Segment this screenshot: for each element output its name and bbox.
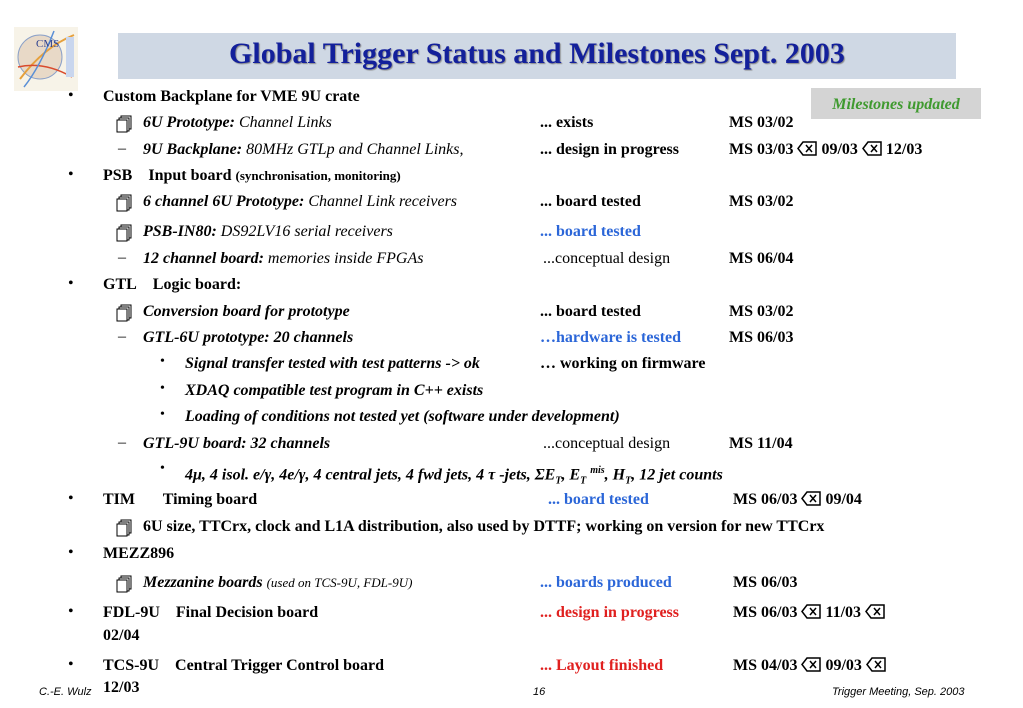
footer-page-number: 16 [533,686,546,698]
item-conversion-board: Conversion board for prototype [143,303,350,320]
logo-text: CMS [36,38,60,50]
bullet: • [160,354,165,369]
status-layout-finished: ... Layout finished [540,657,664,674]
item-mezzanine-boards: Mezzanine boards (used on TCS-9U, FDL-9U) [143,574,413,591]
milestone: MS 03/02 [729,193,794,210]
item-gtl-6u: GTL-6U prototype: 20 channels [143,329,354,346]
item-tim-details: 6U size, TTCrx, clock and L1A distribution, also used by DTTF; working on version for new TTCrx [143,518,825,535]
status-exists: ... exists [540,114,594,131]
footer-author: C.-E. Wulz [39,686,92,698]
dash: – [118,328,126,345]
item-signal-transfer: Signal transfer tested with test patterns -> ok [185,355,480,372]
item-psb-in80: PSB-IN80: DS92LV16 serial receivers [143,223,393,240]
milestones-badge: Milestones updated [811,88,981,119]
delete-arrow-icon [797,141,817,156]
delete-arrow-icon [801,491,821,506]
bullet: • [160,381,165,396]
bullet: • [160,461,165,476]
milestone-chain: MS 06/03 11/03 [733,603,885,622]
bullet: • [68,166,74,183]
bullet: • [68,87,74,104]
bullet: • [68,275,74,292]
milestone: MS 03/02 [729,114,794,131]
page-title: Global Trigger Status and Milestones Sept. 2003 [229,37,845,70]
section-tim: TIM Timing board [103,491,258,508]
dash: – [118,249,126,266]
bullet: • [68,544,74,561]
item-trigger-objects: 4μ, 4 isol. e/γ, 4e/γ, 4 central jets, 4 fwd jets, 4 τ -jets, $\Sigma E_T$, $E_T$ $^{mis}$, $H_T$, 12 jet counts [185,465,723,487]
dash: – [118,434,126,451]
section-backplane: Custom Backplane for VME 9U crate [103,88,360,105]
status-conceptual: ...conceptual design [543,250,671,267]
document-icon [116,115,130,131]
milestone-continuation: 02/04 [103,627,140,644]
item-9u-backplane: 9U Backplane: 80MHz GTLp and Channel Links, [143,141,464,158]
footer-meeting: Trigger Meeting, Sep. 2003 [832,686,965,698]
milestone-chain: MS 06/03 09/04 [733,491,862,508]
delete-arrow-icon [801,604,821,619]
section-fdl: FDL-9U Final Decision board [103,604,319,621]
item-6ch-prototype: 6 channel 6U Prototype: Channel Link receivers [143,193,458,210]
status-design: ... design in progress [540,141,679,158]
delete-arrow-icon [866,657,886,672]
milestone-chain: MS 04/03 09/03 [733,656,886,675]
delete-arrow-icon [862,141,882,156]
bullet: • [68,490,74,507]
milestone: MS 06/03 [733,574,798,591]
milestone: MS 06/04 [729,250,794,267]
status-design-in-progress: ... design in progress [540,604,679,621]
status-firmware: … working on firmware [540,355,706,372]
milestone-chain: MS 03/03 09/03 12/03 [729,141,923,158]
status-board-tested: ... board tested [540,223,641,240]
dash: – [118,140,126,157]
item-6u-prototype: 6U Prototype: Channel Links [143,114,332,131]
item-xdaq: XDAQ compatible test program in C++ exists [185,382,484,399]
status-hardware-tested: …hardware is tested [540,329,682,346]
section-mezz896: MEZZ896 [103,545,175,562]
document-icon [116,224,130,240]
status-board-tested: ... board tested [548,491,649,508]
item-loading-conditions: Loading of conditions not tested yet (software under development) [185,408,620,425]
document-icon [116,519,130,535]
milestone: MS 06/03 [729,329,794,346]
section-tcs: TCS-9U Central Trigger Control board [103,657,385,674]
item-12ch-board: 12 channel board: memories inside FPGAs [143,250,424,267]
delete-arrow-icon [865,604,885,619]
bullet: • [68,656,74,673]
status-boards-produced: ... boards produced [540,574,672,591]
status-conceptual: ...conceptual design [543,435,671,452]
milestone-continuation: 12/03 [103,679,140,696]
document-icon [116,304,130,320]
cms-logo [14,27,78,91]
bullet: • [160,407,165,422]
item-gtl-9u: GTL-9U board: 32 channels [143,435,331,452]
section-gtl: GTL Logic board: [103,276,242,293]
document-icon [116,575,130,591]
section-psb: PSB Input board (synchronisation, monitoring) [103,167,401,184]
status-board-tested: ... board tested [540,193,641,210]
status-board-tested: ... board tested [540,303,641,320]
milestone: MS 11/04 [729,435,793,452]
milestone: MS 03/02 [729,303,794,320]
document-icon [116,194,130,210]
bullet: • [68,603,74,620]
delete-arrow-icon [801,657,821,672]
